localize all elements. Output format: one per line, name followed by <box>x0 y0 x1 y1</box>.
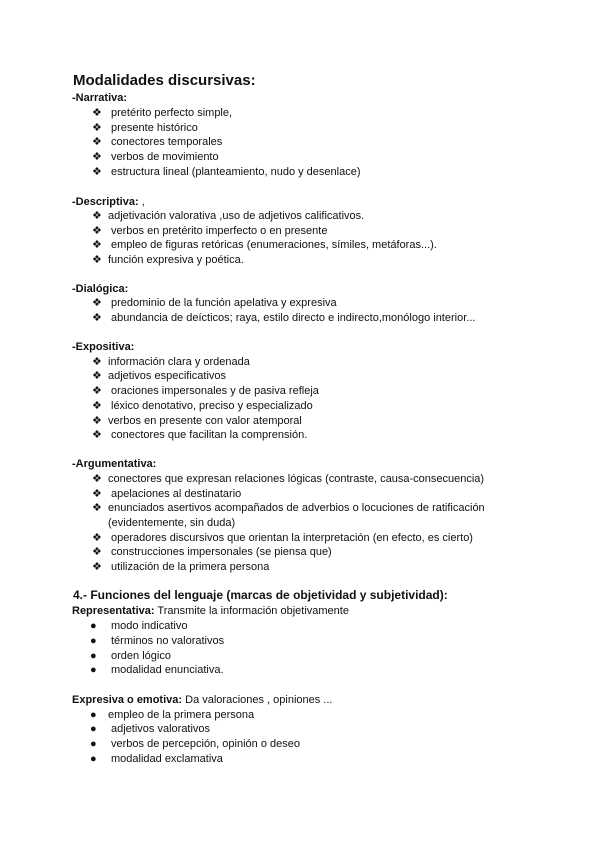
section-heading-funciones: 4.- Funciones del lenguaje (marcas de objetividad y subjetividad): <box>73 588 448 602</box>
diamond-bullet-icon: ❖ <box>92 136 102 148</box>
diamond-bullet-icon: ❖ <box>92 166 102 178</box>
diamond-bullet-icon: ❖ <box>92 239 102 251</box>
diamond-bullet-icon: ❖ <box>92 210 102 222</box>
diamond-bullet-icon: ❖ <box>92 385 102 397</box>
diamond-bullet-icon: ❖ <box>92 254 102 266</box>
list-item: conectores que facilitan la comprensión. <box>111 429 308 441</box>
list-item: utilización de la primera persona <box>111 561 270 573</box>
list-item: adjetivos valorativos <box>111 723 211 735</box>
list-item: conectores temporales <box>111 136 223 148</box>
list-item: abundancia de deícticos; raya, estilo directo e indirecto,monólogo interior... <box>111 312 476 324</box>
list-item: léxico denotativo, preciso y especializado <box>111 400 313 412</box>
heading-descriptiva: -Descriptiva: , <box>72 196 145 208</box>
diamond-bullet-icon: ❖ <box>92 415 102 427</box>
dot-bullet-icon: ● <box>90 620 97 632</box>
dot-bullet-icon: ● <box>90 738 97 750</box>
diamond-bullet-icon: ❖ <box>92 370 102 382</box>
dot-bullet-icon: ● <box>90 664 97 676</box>
dot-bullet-icon: ● <box>90 635 97 647</box>
diamond-bullet-icon: ❖ <box>92 429 102 441</box>
diamond-bullet-icon: ❖ <box>92 225 102 237</box>
heading-dialogica: -Dialógica: <box>72 283 129 295</box>
list-item: términos no valorativos <box>111 635 225 647</box>
list-item: empleo de figuras retóricas (enumeraciones, símiles, metáforas...). <box>111 239 437 251</box>
diamond-bullet-icon: ❖ <box>92 356 102 368</box>
diamond-bullet-icon: ❖ <box>92 488 102 500</box>
list-item: construcciones impersonales (se piensa que) <box>111 546 332 558</box>
heading-argumentativa: -Argumentativa: <box>72 458 157 470</box>
list-item: conectores que expresan relaciones lógicas (contraste, causa-consecuencia) <box>108 473 485 485</box>
dot-bullet-icon: ● <box>90 753 97 765</box>
list-item: orden lógico <box>111 650 171 662</box>
list-item: oraciones impersonales y de pasiva refleja <box>111 385 319 397</box>
list-item: predominio de la función apelativa y expresiva <box>111 297 337 309</box>
diamond-bullet-icon: ❖ <box>92 473 102 485</box>
dot-bullet-icon: ● <box>90 650 97 662</box>
list-item: verbos de percepción, opinión o deseo <box>111 738 300 750</box>
diamond-bullet-icon: ❖ <box>92 532 102 544</box>
diamond-bullet-icon: ❖ <box>92 151 102 163</box>
list-item: presente histórico <box>111 122 198 134</box>
list-item: empleo de la primera persona <box>108 709 255 721</box>
list-item: modalidad enunciativa. <box>111 664 224 676</box>
diamond-bullet-icon: ❖ <box>92 312 102 324</box>
diamond-bullet-icon: ❖ <box>92 107 102 119</box>
diamond-bullet-icon: ❖ <box>92 502 102 514</box>
list-item: estructura lineal (planteamiento, nudo y desenlace) <box>111 166 361 178</box>
list-item: adjetivos especificativos <box>108 370 227 382</box>
list-item: verbos de movimiento <box>111 151 219 163</box>
page-title: Modalidades discursivas: <box>73 72 256 89</box>
list-item: verbos en pretérito imperfecto o en presente <box>111 225 328 237</box>
dot-bullet-icon: ● <box>90 709 97 721</box>
list-item: verbos en presente con valor atemporal <box>108 415 302 427</box>
heading-expresiva: Expresiva o emotiva: Da valoraciones , opiniones ... <box>72 694 333 706</box>
list-item: función expresiva y poética. <box>108 254 244 266</box>
heading-expositiva: -Expositiva: <box>72 341 135 353</box>
dot-bullet-icon: ● <box>90 723 97 735</box>
diamond-bullet-icon: ❖ <box>92 400 102 412</box>
diamond-bullet-icon: ❖ <box>92 561 102 573</box>
diamond-bullet-icon: ❖ <box>92 546 102 558</box>
list-item: información clara y ordenada <box>108 356 250 368</box>
diamond-bullet-icon: ❖ <box>92 122 102 134</box>
diamond-bullet-icon: ❖ <box>92 297 102 309</box>
heading-representativa: Representativa: Transmite la información objetivamente <box>72 605 349 617</box>
list-item: modalidad exclamativa <box>111 753 223 765</box>
list-item: enunciados asertivos acompañados de adverbios o locuciones de ratificación <box>108 502 485 514</box>
list-item: pretérito perfecto simple, <box>111 107 233 119</box>
list-item: adjetivación valorativa ,uso de adjetivos calificativos. <box>108 210 365 222</box>
list-item: modo indicativo <box>111 620 188 632</box>
heading-narrativa: -Narrativa: <box>72 92 128 104</box>
list-item: apelaciones al destinatario <box>111 488 242 500</box>
list-item: operadores discursivos que orientan la interpretación (en efecto, es cierto) <box>111 532 473 544</box>
list-item-continuation: (evidentemente, sin duda) <box>108 517 236 529</box>
